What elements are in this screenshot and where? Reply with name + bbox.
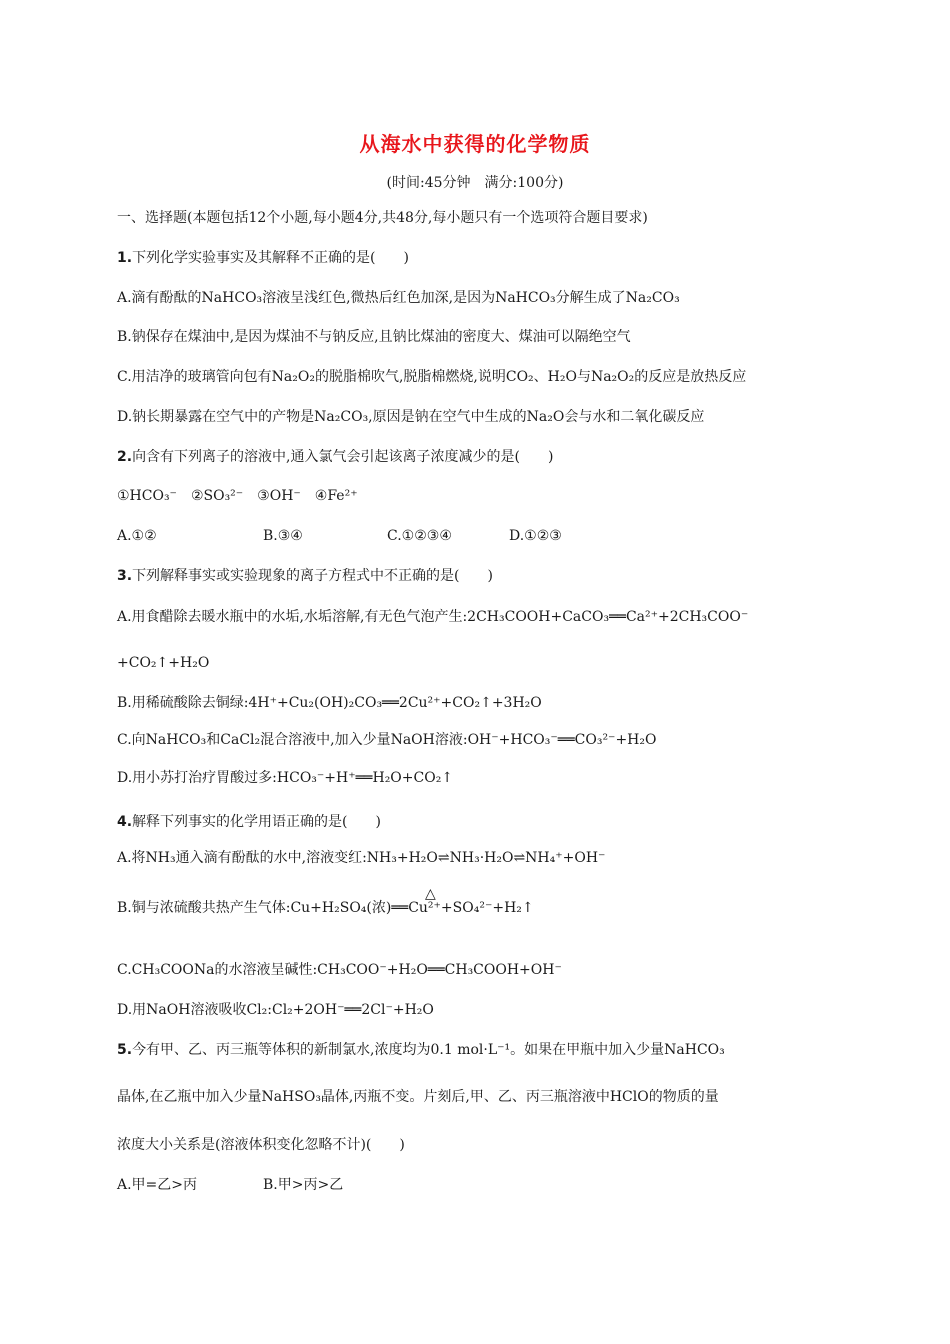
question-stem: 向含有下列离子的溶液中,通入氯气会引起该离子浓度减少的是( ) [132,449,554,465]
q1-option-b: B.钠保存在煤油中,是因为煤油不与钠反应,且钠比煤油的密度大、煤油可以隔绝空气 [117,329,631,345]
q3-option-a: A.用食醋除去暖水瓶中的水垢,水垢溶解,有无色气泡产生:2CH₃COOH+CaCO₃══Ca²⁺+2CH₃COO⁻ [117,609,749,625]
q2-option-a: A.①② [117,528,157,544]
question-stem: 下列化学实验事实及其解释不正确的是( ) [132,250,409,266]
question-stem: 下列解释事实或实验现象的离子方程式中不正确的是( ) [132,568,493,584]
question-2 [117,447,553,467]
section-heading: 一、选择题(本题包括12个小题,每小题4分,共48分,每小题只有一个选项符合题目要求) [117,210,648,226]
q4-option-b: B.铜与浓硫酸共热产生气体:Cu+H₂SO₄(浓)══Cu²⁺+SO₄²⁻+H₂↑ [117,900,534,916]
q5-option-b: B.甲>丙>乙 [263,1177,344,1193]
heat-symbol: △ [425,886,436,902]
question-number: 3. [117,568,133,584]
q1-option-d: D.钠长期暴露在空气中的产物是Na₂CO₃,原因是钠在空气中生成的Na₂O会与水和二氧化碳反应 [117,409,705,425]
q2-ion-list: ①HCO₃⁻ ②SO₃²⁻ ③OH⁻ ④Fe²⁺ [117,488,358,504]
q4-option-d: D.用NaOH溶液吸收Cl₂:Cl₂+2OH⁻══2Cl⁻+H₂O [117,1002,434,1018]
q5-option-a: A.甲=乙>丙 [117,1177,198,1193]
q2-option-c: C.①②③④ [387,528,452,544]
question-stem-line-2: 晶体,在乙瓶中加入少量NaHSO₃晶体,丙瓶不变。片刻后,甲、乙、丙三瓶溶液中HClO的物质的量 [117,1089,719,1105]
question-stem-line-1: 今有甲、乙、丙三瓶等体积的新制氯水,浓度均为0.1 mol·L⁻¹。如果在甲瓶中加入少量NaHCO₃ [132,1042,725,1058]
question-5 [117,1040,725,1060]
q4-option-c: C.CH₃COONa的水溶液呈碱性:CH₃COO⁻+H₂O══CH₃COOH+OH⁻ [117,962,562,978]
question-number: 2. [117,449,133,465]
q1-option-c: C.用洁净的玻璃管向包有Na₂O₂的脱脂棉吹气,脱脂棉燃烧,说明CO₂、H₂O与Na₂O₂的反应是放热反应 [117,369,747,385]
q3-option-b: B.用稀硫酸除去铜绿:4H⁺+Cu₂(OH)₂CO₃══2Cu²⁺+CO₂↑+3H₂O [117,695,542,711]
question-stem-line-3: 浓度大小关系是(溶液体积变化忽略不计)( ) [117,1137,405,1153]
question-number: 5. [117,1042,133,1058]
q4-option-a: A.将NH₃通入滴有酚酞的水中,溶液变红:NH₃+H₂O⇌NH₃·H₂O⇌NH₄⁺+OH⁻ [117,850,606,866]
q3-option-d: D.用小苏打治疗胃酸过多:HCO₃⁻+H⁺══H₂O+CO₂↑ [117,770,454,786]
document-title: 从海水中获得的化学物质 [359,132,591,156]
document-subtitle: (时间:45分钟 满分:100分) [386,175,564,191]
question-3 [117,566,493,586]
q3-option-c: C.向NaHCO₃和CaCl₂混合溶液中,加入少量NaOH溶液:OH⁻+HCO₃⁻══CO₃²⁻+H₂O [117,732,657,748]
question-stem: 解释下列事实的化学用语正确的是( ) [132,814,381,830]
question-1 [117,248,409,268]
question-number: 4. [117,814,133,830]
q2-option-d: D.①②③ [509,528,562,544]
question-4 [117,812,381,832]
question-number: 1. [117,250,133,266]
q3-option-a-continued: +CO₂↑+H₂O [117,655,210,671]
q2-option-b: B.③④ [263,528,303,544]
q1-option-a: A.滴有酚酞的NaHCO₃溶液呈浅红色,微热后红色加深,是因为NaHCO₃分解生成了Na₂CO₃ [117,290,680,306]
